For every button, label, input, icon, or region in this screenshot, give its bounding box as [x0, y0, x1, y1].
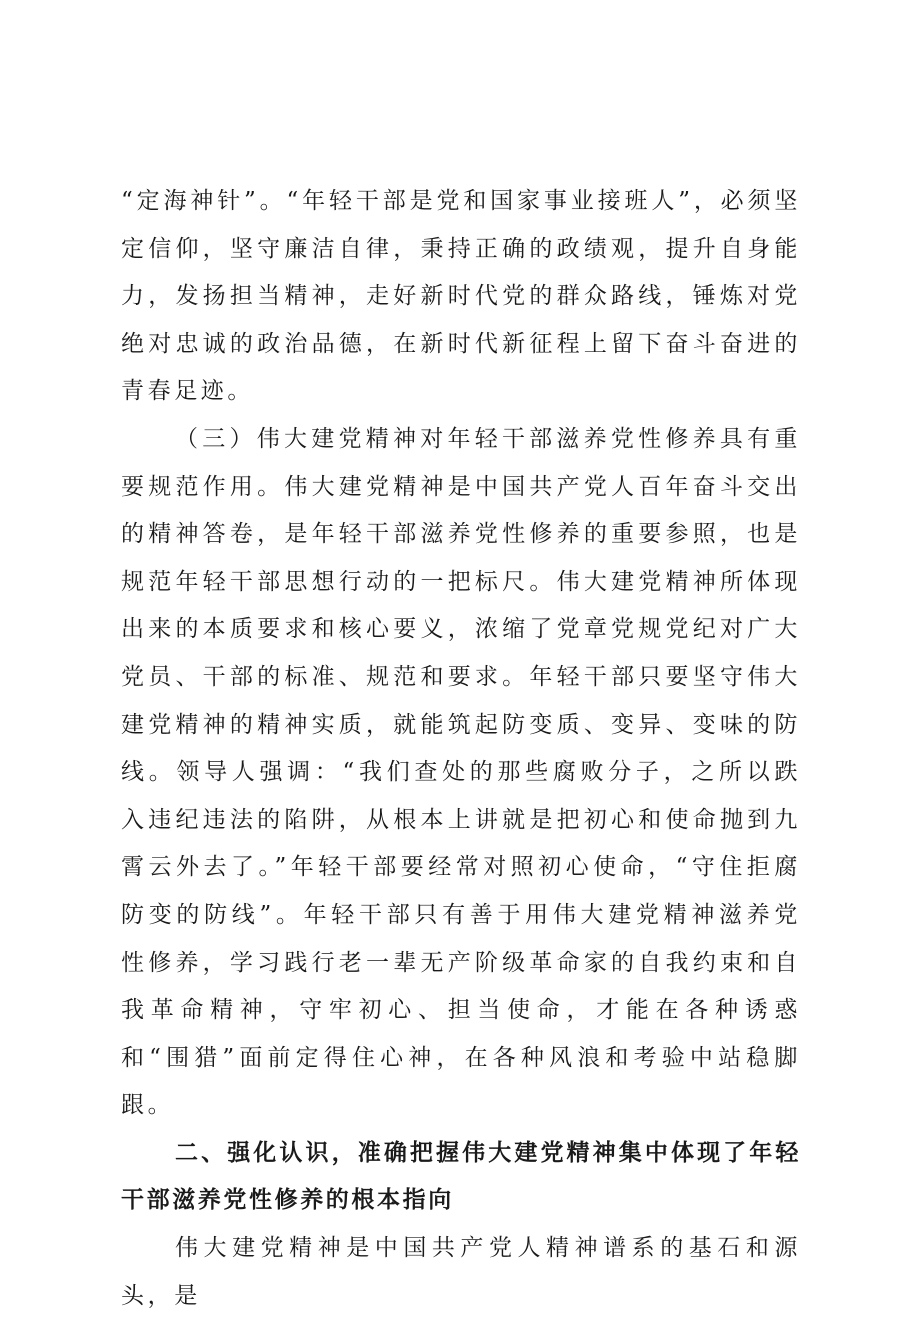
section-heading-two: 二、强化认识，准确把握伟大建党精神集中体现了年轻干部滋养党性修养的根本指向: [121, 1139, 801, 1214]
document-body: [121, 178, 801, 1320]
paragraph-continuation: “定海神针”。“年轻干部是党和国家事业接班人”，必须坚定信仰，坚守廉洁自律，秉持正确的政绩观，提升自身能力，发扬担当精神，走好新时代党的群众路线，锤炼对党绝对忠诚的政治品德，在新时代新征程上留下奋斗奋进的青春足迹。: [121, 188, 801, 405]
paragraph-section-two-intro: 伟大建党精神是中国共产党人精神谱系的基石和源头，是: [121, 1235, 801, 1309]
paragraph-section-three: （三）伟大建党精神对年轻干部滋养党性修养具有重要规范作用。伟大建党精神是中国共产党人百年奋斗交出的精神答卷，是年轻干部滋养党性修养的重要参照，也是规范年轻干部思想行动的一把标尺。伟大建党精神所体现出来的本质要求和核心要义，浓缩了党章党规党纪对广大党员、干部的标准、规范和要求。年轻干部只要坚守伟大建党精神的精神实质，就能筑起防变质、变异、变味的防线。领导人强调：“我们查处的那些腐败分子，之所以跌入违纪违法的陷阱，从根本上讲就是把初心和使命抛到九霄云外去了。”年轻干部要经常对照初心使命，“守住拒腐防变的防线”。年轻干部只有善于用伟大建党精神滋养党性修养，学习践行老一辈无产阶级革命家的自我约束和自我革命精神，守牢初心、担当使命，才能在各种诱惑和“围猎”面前定得住心神，在各种风浪和考验中站稳脚跟。: [121, 425, 801, 1119]
